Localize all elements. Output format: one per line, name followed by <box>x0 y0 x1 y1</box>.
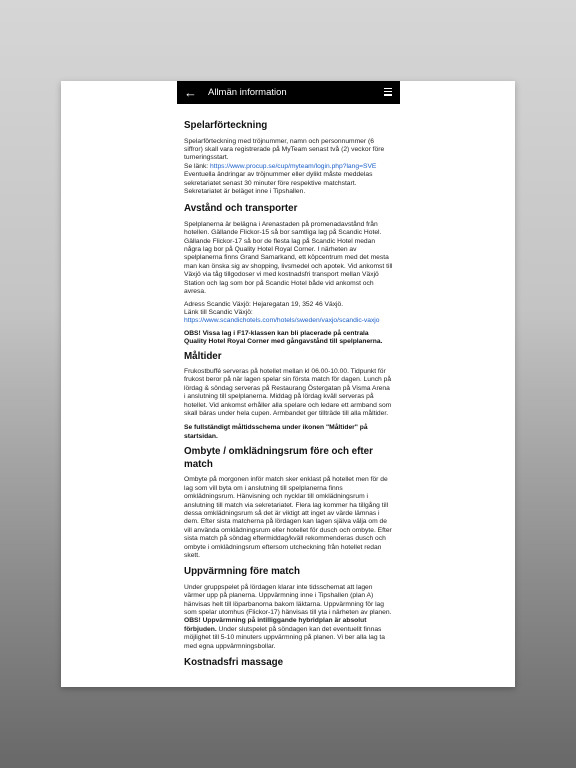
document-page <box>61 81 515 687</box>
scandic-link[interactable]: https://www.scandichotels.com/hotels/sweden/vaxjo/scandic-vaxjo <box>184 317 380 325</box>
paragraph: Frukostbuffé serveras på hotellet mellan kl 06.00-10.00. Tidpunkt för frukost beror på när lagen spelar sin första match för dagen. Lunch på lördag & söndag serveras på Restaurang Östergatan på Visma Arena i anslutning till spelplanerna. Middag på lördag kväll serveras på hotellet. Vid ankomst erhåller alla spelare och ledare ett armband som skall bäras under hela cupen. Armbandet ger tillträde till alla måltider. <box>184 368 392 418</box>
link-prefix: Se länk: <box>184 162 211 170</box>
paragraph <box>184 138 393 197</box>
paragraph-text: Under slutspelet på söndagen kan det eventuellt finnas möjlighet till 5-10 minuters uppvärmning på planen. Vi ber alla lag ta med egna uppvärmningsbollar. <box>184 625 385 650</box>
section-heading-maltider: Måltider <box>184 350 222 362</box>
page-title: Allmän information <box>208 87 287 98</box>
paragraph <box>184 301 393 326</box>
paragraph <box>184 584 393 651</box>
article-content <box>184 104 393 687</box>
paragraph-text: Eventuella ändringar av tröjnummer eller dylikt måste meddelas sekretariatet senast 30 minuter före respektive matchstart. Sekretariatet är beläget inne i Tipshallen. <box>184 171 373 195</box>
note-text: OBS! Vissa lag i F17-klassen kan bli placerade på centrala Quality Hotel Royal Corner med gångavstånd till spelplanerna. <box>184 329 383 346</box>
app-bar <box>177 81 400 104</box>
section-heading-uppvarmning: Uppvärmning före match <box>184 566 300 578</box>
arrow-left-icon[interactable]: ← <box>184 85 197 100</box>
myteam-link[interactable]: https://www.procup.se/cup/myteam/login.php?lang=SVE <box>210 162 377 170</box>
link-label: Länk till Scandic Växjö: <box>184 308 253 316</box>
note-text: Se fullständigt måltidsschema under ikonen "Måltider" på startsidan. <box>184 424 368 440</box>
section-heading-spelarforteckning: Spelarförteckning <box>184 120 268 131</box>
paragraph-text: Under gruppspelet på lördagen klarar inte tidsschemat att lagen värmer upp på planerna. Uppvärmning inne i Tipshallen (plan A) hänvisas helt till löparbanorna bakom läktarna. Uppvärmning för lag som spelar utomhus (Flickor-17) hänvisas till yta i närheten av planen. <box>184 583 392 617</box>
warning-text: OBS! Uppvärmning på intilliggande hybridplan är absolut förbjuden. <box>184 617 367 633</box>
hamburger-menu-icon[interactable] <box>384 88 392 97</box>
section-heading-ombyte: Ombyte / omklädningsrum före och efter match <box>184 446 373 470</box>
section-heading-avstand: Avstånd och transporter <box>184 203 298 215</box>
paragraph: Ombyte på morgonen inför match sker enklast på hotellet men för de lag som vill byta om i anslutning till spelplanerna finns omklädningsrum. Hänvisning och nycklar till omklädningsrum i anslutning till match via sekretariatet. Flera lag kommer ha tillgång till dessa omklädningsrum så det är viktigt att inget av värde lämnas i dem. Efter sista matcherna på lördagen kan lagen själva välja om de vill använda omklädningsrum eller hotellet för dusch och ombyte. Efter sista match på söndag eftermiddag/kväll rekommenderas dusch och ombyte i omklädningsrum eftersom utcheckning från hotellet redan skett. <box>184 476 392 559</box>
section-heading-massage: Kostnadsfri massage <box>184 657 284 669</box>
paragraph-text: Spelarförteckning med tröjnummer, namn och personnummer (6 siffror) skall vara registrerade på MyTeam senast två (2) veckor före turneringsstart. <box>184 137 385 162</box>
address-text: Adress Scandic Växjö: Hejaregatan 19, 352 46 Växjö. <box>184 300 344 308</box>
paragraph: Spelplanerna är belägna i Arenastaden på promenadavstånd från hotellen. Gällande Flickor-15 så bor samtliga lag på Scandic Hotel. Gällande Flickor-17 så bor de flesta lag på Scandic Hotel medan några lag bor på Quality Hotel Royal Corner. I närheten av spelplanerna finns Grand Samarkand, ett köpcentrum med det mesta man kan önska sig av shopping, livsmedel och apotek. Vid ankomst till Växjö via tåg tillgodoser vi med kostnadsfri transport mellan Växjö Station och lag som bor på Scandic Hotel både vid ankomst och avresa. <box>184 220 393 296</box>
